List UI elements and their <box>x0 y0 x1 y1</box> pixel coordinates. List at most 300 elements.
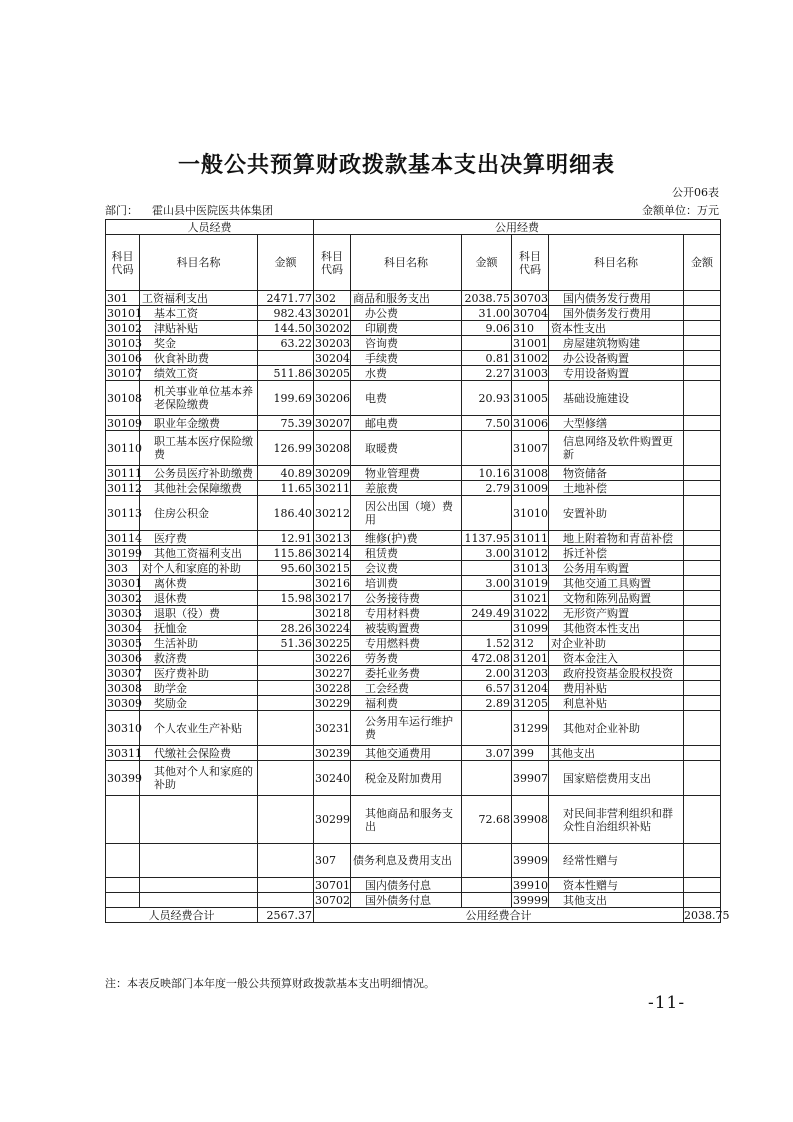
amount: 51.36 <box>258 636 314 651</box>
subject-code: 30701 <box>315 878 351 892</box>
subject-code: 30216 <box>315 576 351 590</box>
subject-code: 30704 <box>513 306 549 320</box>
subject-name: 救济费 <box>140 651 258 666</box>
subject-name: 国内债务付息 <box>351 878 462 893</box>
table-row <box>106 621 721 636</box>
amount <box>258 666 314 681</box>
amount <box>258 606 314 621</box>
subject-code: 31205 <box>513 696 549 710</box>
subject-name: 电费 <box>351 381 462 416</box>
subject-name: 医疗费 <box>140 531 258 546</box>
table-row <box>106 321 721 336</box>
subject-code: 30107 <box>107 366 142 380</box>
subject-code: 39999 <box>513 893 549 907</box>
amount <box>684 291 721 306</box>
amount: 2.89 <box>462 696 512 711</box>
subject-name: 会议费 <box>351 561 462 576</box>
subject-code: 30218 <box>315 606 351 620</box>
amount: 6.57 <box>462 681 512 696</box>
subject-name <box>140 796 258 844</box>
subject-name: 资本性支出 <box>549 321 684 336</box>
subject-name: 无形资产购置 <box>549 606 684 621</box>
subject-name: 文物和陈列品购置 <box>549 591 684 606</box>
subject-code: 31003 <box>513 366 549 380</box>
amount: 95.60 <box>258 561 314 576</box>
subject-code: 30206 <box>314 381 351 416</box>
subject-name: 国外债务发行费用 <box>549 306 684 321</box>
header-name-2: 科目名称 <box>351 235 462 291</box>
amount <box>258 351 314 366</box>
subject-name: 伙食补助费 <box>140 351 258 366</box>
subject-code: 31203 <box>513 666 549 680</box>
amount <box>684 336 721 351</box>
subject-name: 医疗费补助 <box>140 666 258 681</box>
amount: 31.00 <box>462 306 512 321</box>
amount <box>684 576 721 591</box>
amount <box>684 591 721 606</box>
subject-name: 资本金注入 <box>549 651 684 666</box>
subject-name: 生活补助 <box>140 636 258 651</box>
subject-code: 31010 <box>512 496 549 531</box>
subject-code: 30101 <box>107 306 142 320</box>
table-row <box>106 416 721 431</box>
personnel-total-value: 2567.37 <box>258 908 314 923</box>
amount: 40.89 <box>258 466 314 481</box>
subject-name: 其他支出 <box>549 746 684 761</box>
table-row <box>106 291 721 306</box>
subject-name: 奖励金 <box>140 696 258 711</box>
subject-code: 30229 <box>315 696 351 710</box>
subject-name: 维修(护)费 <box>351 531 462 546</box>
amount <box>258 576 314 591</box>
subject-code: 30109 <box>107 416 142 430</box>
amount <box>258 711 314 746</box>
table-row <box>106 351 721 366</box>
public-total-value: 2038.75 <box>684 908 730 922</box>
amount <box>684 606 721 621</box>
subject-name <box>140 844 258 878</box>
subject-code: 31007 <box>512 431 549 466</box>
totals-row <box>106 908 721 923</box>
public-total-label: 公用经费合计 <box>314 908 684 923</box>
table-body <box>106 291 721 908</box>
subject-code: 310 <box>512 321 549 336</box>
subject-code: 31099 <box>513 621 549 635</box>
amount: 0.81 <box>462 351 512 366</box>
subject-name: 资本性赠与 <box>549 878 684 893</box>
amount <box>684 651 721 666</box>
subject-name: 住房公积金 <box>140 496 258 531</box>
amount <box>258 651 314 666</box>
table-row <box>106 746 721 761</box>
amount <box>684 531 721 546</box>
amount: 1137.95 <box>462 531 512 546</box>
amount <box>258 681 314 696</box>
subject-code: 30224 <box>315 621 351 635</box>
amount <box>684 893 721 908</box>
subject-code: 31021 <box>513 591 549 605</box>
subject-name: 国家赔偿费用支出 <box>549 761 684 796</box>
table-row <box>106 381 721 416</box>
subject-name: 差旅费 <box>351 481 462 496</box>
footnote: 注：本表反映部门本年度一般公共预算财政拨款基本支出明细情况。 <box>105 977 435 990</box>
amount: 3.07 <box>462 746 512 761</box>
amount <box>258 696 314 711</box>
subject-code: 30213 <box>315 531 351 545</box>
subject-code: 30226 <box>315 651 351 665</box>
subject-name: 商品和服务支出 <box>351 291 462 306</box>
subject-code: 30208 <box>314 431 351 466</box>
amount <box>462 336 512 351</box>
subject-code: 30102 <box>107 321 142 335</box>
subject-name: 土地补偿 <box>549 481 684 496</box>
amount <box>684 321 721 336</box>
subject-code: 30205 <box>315 366 351 380</box>
header-code-3: 科目代码 <box>512 235 549 291</box>
amount <box>684 496 721 531</box>
subject-name: 基础设施建设 <box>549 381 684 416</box>
subject-code: 31201 <box>513 651 549 665</box>
amount <box>684 481 721 496</box>
subject-name: 公务用车购置 <box>549 561 684 576</box>
amount <box>462 496 512 531</box>
subject-code: 30231 <box>314 711 351 746</box>
subject-code: 31001 <box>513 336 549 350</box>
subject-code: 30212 <box>314 496 351 531</box>
subject-code: 30106 <box>107 351 142 365</box>
subject-code: 30201 <box>315 306 351 320</box>
subject-code: 30225 <box>315 636 351 650</box>
subject-name: 物业管理费 <box>351 466 462 481</box>
subject-code: 31299 <box>512 711 549 746</box>
department-name: 霍山县中医院医共体集团 <box>152 204 273 217</box>
amount: 126.99 <box>258 431 314 466</box>
subject-name: 办公费 <box>351 306 462 321</box>
amount: 10.16 <box>462 466 512 481</box>
subject-name: 工会经费 <box>351 681 462 696</box>
subject-name: 取暖费 <box>351 431 462 466</box>
subject-name: 离休费 <box>140 576 258 591</box>
subject-name: 利息补贴 <box>549 696 684 711</box>
subject-code: 31009 <box>513 481 549 495</box>
subject-code: 30111 <box>107 466 142 480</box>
subject-code: 30203 <box>315 336 351 350</box>
subject-name: 房屋建筑物购建 <box>549 336 684 351</box>
subject-name: 助学金 <box>140 681 258 696</box>
subject-name: 地上附着物和青苗补偿 <box>549 531 684 546</box>
amount <box>684 306 721 321</box>
subject-name: 因公出国（境）费用 <box>351 496 462 531</box>
subject-name: 其他对个人和家庭的补助 <box>140 761 258 796</box>
amount: 3.00 <box>462 576 512 591</box>
amount <box>684 746 721 761</box>
subject-name: 基本工资 <box>140 306 258 321</box>
subject-name: 津贴补贴 <box>140 321 258 336</box>
amount <box>258 796 314 844</box>
subject-code: 30702 <box>315 893 351 907</box>
table-row <box>106 576 721 591</box>
header-name-1: 科目名称 <box>140 235 258 291</box>
subject-code: 301 <box>106 291 140 306</box>
subject-name: 其他工资福利支出 <box>140 546 258 561</box>
subject-code: 31002 <box>513 351 549 365</box>
subject-name: 对企业补助 <box>549 636 684 651</box>
subject-code: 30304 <box>107 621 142 635</box>
department-line <box>105 202 273 218</box>
subject-code: 30240 <box>314 761 351 796</box>
subject-name: 安置补助 <box>549 496 684 531</box>
amount: 1.52 <box>462 636 512 651</box>
amount: 20.93 <box>462 381 512 416</box>
subject-code: 312 <box>512 636 549 651</box>
subject-name: 职工基本医疗保险缴费 <box>140 431 258 466</box>
subject-code <box>106 844 140 878</box>
subject-name: 抚恤金 <box>140 621 258 636</box>
subject-code: 30112 <box>107 481 142 495</box>
amount: 2.27 <box>462 366 512 381</box>
subject-code: 30306 <box>107 651 142 665</box>
subject-name: 拆迁补偿 <box>549 546 684 561</box>
subject-name: 手续费 <box>351 351 462 366</box>
amount <box>258 893 314 908</box>
table-row <box>106 306 721 321</box>
subject-code: 31022 <box>513 606 549 620</box>
subject-name: 国外债务付息 <box>351 893 462 908</box>
amount: 144.50 <box>258 321 314 336</box>
amount <box>684 351 721 366</box>
subject-name: 水费 <box>351 366 462 381</box>
subject-code: 31013 <box>513 561 549 575</box>
subject-name <box>140 878 258 893</box>
subject-name: 债务利息及费用支出 <box>351 844 462 878</box>
subject-code: 307 <box>314 844 351 878</box>
amount <box>684 796 721 844</box>
subject-name <box>140 893 258 908</box>
subject-code: 30114 <box>107 531 142 545</box>
amount: 115.86 <box>258 546 314 561</box>
subject-code: 30307 <box>107 666 142 680</box>
page-number: -11- <box>648 993 686 1013</box>
subject-name: 经常性赠与 <box>549 844 684 878</box>
amount <box>258 746 314 761</box>
amount <box>684 696 721 711</box>
subject-code: 30308 <box>107 681 142 695</box>
subject-name: 奖金 <box>140 336 258 351</box>
subject-code: 39908 <box>512 796 549 844</box>
subject-name: 劳务费 <box>351 651 462 666</box>
amount: 63.22 <box>258 336 314 351</box>
amount <box>462 431 512 466</box>
subject-code <box>106 893 140 908</box>
header-amount-2: 金额 <box>462 235 512 291</box>
amount <box>684 621 721 636</box>
form-number: 公开06表 <box>672 186 719 199</box>
subject-name: 委托业务费 <box>351 666 462 681</box>
subject-name: 国内债务发行费用 <box>549 291 684 306</box>
table-row <box>106 761 721 796</box>
subject-name: 对民间非营利组织和群众性自治组织补贴 <box>549 796 684 844</box>
table-row <box>106 681 721 696</box>
subject-code: 30103 <box>107 336 142 350</box>
subject-code: 30239 <box>315 746 351 760</box>
amount: 511.86 <box>258 366 314 381</box>
subject-code: 30302 <box>107 591 142 605</box>
subject-code <box>106 796 140 844</box>
amount <box>684 878 721 893</box>
subject-code: 31011 <box>513 531 549 545</box>
table-row <box>106 561 721 576</box>
subject-code: 30110 <box>106 431 140 466</box>
amount <box>462 761 512 796</box>
amount <box>684 431 721 466</box>
table-row <box>106 336 721 351</box>
amount <box>684 546 721 561</box>
amount <box>462 878 512 893</box>
subject-name: 印刷费 <box>351 321 462 336</box>
subject-name: 物资储备 <box>549 466 684 481</box>
header-amount-1: 金额 <box>258 235 314 291</box>
subject-name: 大型修缮 <box>549 416 684 431</box>
table-row <box>106 481 721 496</box>
subject-code: 30217 <box>315 591 351 605</box>
subject-code: 30309 <box>107 696 142 710</box>
amount <box>684 681 721 696</box>
amount: 472.08 <box>462 651 512 666</box>
page-title: 一般公共预算财政拨款基本支出决算明细表 <box>177 152 615 178</box>
subject-code: 30303 <box>107 606 142 620</box>
subject-name: 其他支出 <box>549 893 684 908</box>
subject-code: 30228 <box>315 681 351 695</box>
subject-name: 绩效工资 <box>140 366 258 381</box>
amount: 7.50 <box>462 416 512 431</box>
subject-code: 30305 <box>107 636 142 650</box>
subject-name: 其他交通工具购置 <box>549 576 684 591</box>
subject-code: 31019 <box>513 576 549 590</box>
table-row <box>106 893 721 908</box>
subject-name: 代缴社会保险费 <box>140 746 258 761</box>
subject-name: 其他社会保障缴费 <box>140 481 258 496</box>
table-row <box>106 366 721 381</box>
subject-name: 专用材料费 <box>351 606 462 621</box>
subject-name: 政府投资基金股权投资 <box>549 666 684 681</box>
table-row <box>106 878 721 893</box>
table-row <box>106 466 721 481</box>
subject-code <box>106 878 140 893</box>
subject-code: 39907 <box>512 761 549 796</box>
amount <box>684 416 721 431</box>
subject-code: 30211 <box>315 481 351 495</box>
amount <box>684 666 721 681</box>
subject-name: 被装购置费 <box>351 621 462 636</box>
subject-name: 职业年金缴费 <box>140 416 258 431</box>
subject-code: 30204 <box>315 351 351 365</box>
subject-name: 公务员医疗补助缴费 <box>140 466 258 481</box>
subject-name: 个人农业生产补贴 <box>140 711 258 746</box>
header-amount-3: 金额 <box>684 235 721 291</box>
table-row <box>106 651 721 666</box>
subject-name: 培训费 <box>351 576 462 591</box>
subject-code: 302 <box>314 291 351 306</box>
amount-unit: 金额单位：万元 <box>642 204 719 217</box>
amount: 15.98 <box>258 591 314 606</box>
amount: 2.00 <box>462 666 512 681</box>
table-row <box>106 844 721 878</box>
subject-code: 303 <box>106 561 140 576</box>
subject-code: 30311 <box>107 746 142 760</box>
table-row <box>106 546 721 561</box>
amount <box>462 591 512 606</box>
amount: 3.00 <box>462 546 512 561</box>
amount <box>684 366 721 381</box>
subject-name: 公务接待费 <box>351 591 462 606</box>
table-row <box>106 606 721 621</box>
amount: 11.65 <box>258 481 314 496</box>
table-row <box>106 711 721 746</box>
amount <box>462 621 512 636</box>
amount: 9.06 <box>462 321 512 336</box>
subject-name: 其他对企业补助 <box>549 711 684 746</box>
amount: 199.69 <box>258 381 314 416</box>
subject-name: 信息网络及软件购置更新 <box>549 431 684 466</box>
subject-name: 费用补贴 <box>549 681 684 696</box>
amount <box>258 844 314 878</box>
subject-code: 30299 <box>314 796 351 844</box>
amount: 28.26 <box>258 621 314 636</box>
subject-code: 30108 <box>106 381 140 416</box>
table-row <box>106 696 721 711</box>
subject-name: 其他交通费用 <box>351 746 462 761</box>
amount: 2038.75 <box>462 291 512 306</box>
subject-code: 31006 <box>513 416 549 430</box>
group-header-personnel: 人员经费 <box>106 220 314 235</box>
amount <box>684 844 721 878</box>
subject-code: 30202 <box>315 321 351 335</box>
subject-code: 30209 <box>315 466 351 480</box>
table-row <box>106 431 721 466</box>
subject-code: 399 <box>512 746 549 761</box>
amount: 186.40 <box>258 496 314 531</box>
amount: 249.49 <box>462 606 512 621</box>
subject-name: 专用燃料费 <box>351 636 462 651</box>
subject-code: 30310 <box>106 711 140 746</box>
subject-code: 30703 <box>513 291 549 305</box>
amount <box>684 711 721 746</box>
amount: 2471.77 <box>258 291 314 306</box>
subject-name: 其他资本性支出 <box>549 621 684 636</box>
amount: 982.43 <box>258 306 314 321</box>
subject-code: 31204 <box>513 681 549 695</box>
subject-code: 30215 <box>315 561 351 575</box>
amount <box>462 844 512 878</box>
subject-code: 31008 <box>513 466 549 480</box>
personnel-total-label: 人员经费合计 <box>106 908 258 923</box>
table-row <box>106 591 721 606</box>
subject-code: 30113 <box>106 496 140 531</box>
amount <box>258 878 314 893</box>
amount: 12.91 <box>258 531 314 546</box>
subject-name: 咨询费 <box>351 336 462 351</box>
expenditure-table <box>105 219 730 923</box>
subject-name: 税金及附加费用 <box>351 761 462 796</box>
subject-name: 专用设备购置 <box>549 366 684 381</box>
subject-name: 福利费 <box>351 696 462 711</box>
amount <box>684 761 721 796</box>
subject-name: 退休费 <box>140 591 258 606</box>
subject-name: 机关事业单位基本养老保险缴费 <box>140 381 258 416</box>
subject-name: 其他商品和服务支出 <box>351 796 462 844</box>
amount <box>684 381 721 416</box>
amount: 2.79 <box>462 481 512 496</box>
